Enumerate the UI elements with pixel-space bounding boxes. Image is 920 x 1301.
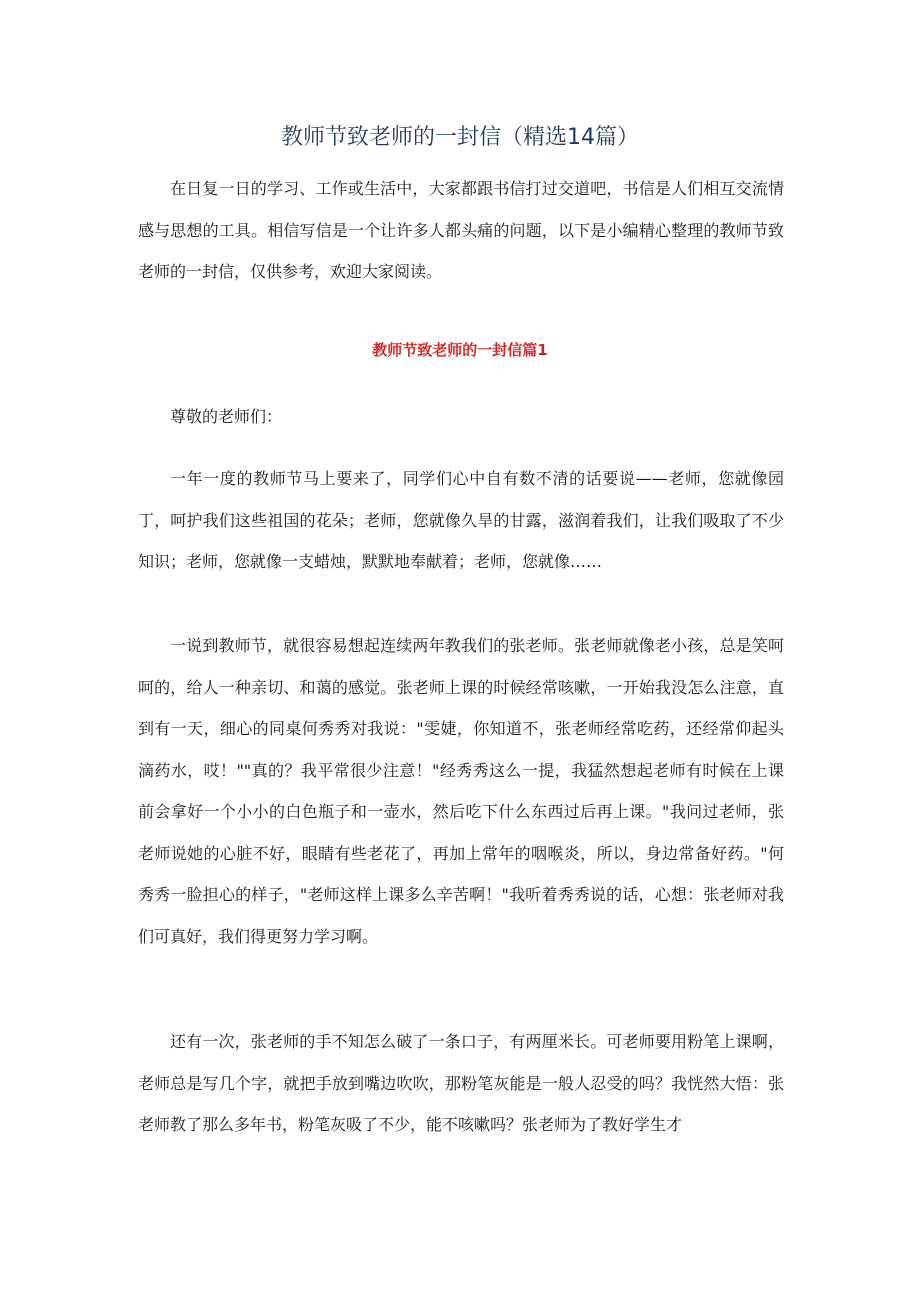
greeting-paragraph: 尊敬的老师们： <box>170 407 283 426</box>
document-title: 教师节致老师的一封信（精选14篇） <box>281 125 639 150</box>
body-paragraph-1: 一年一度的教师节马上要来了，同学们心中自有数不清的话要说——老师，您就像园丁，呵护我们这些祖国的花朵；老师，您就像久旱的甘露，滋润着我们，让我们吸取了不少知识；老师，您就像一支蜡烛，默默地奉献着；老师，您就像…… <box>138 469 784 571</box>
section-title: 教师节致老师的一封信篇1 <box>372 341 548 359</box>
body-paragraph-3: 还有一次，张老师的手不知怎么破了一条口子，有两厘米长。可老师要用粉笔上课啊，老师总是写几个字，就把手放到嘴边吹吹，那粉笔灰能是一般人忍受的吗？我恍然大悟：张老师教了那么多年书，粉笔灰吸了不少，能不咳嗽吗？张老师为了教好学生才 <box>138 1032 784 1134</box>
body-paragraph-2: 一说到教师节，就很容易想起连续两年教我们的张老师。张老师就像老小孩，总是笑呵呵的，给人一种亲切、和蔼的感觉。张老师上课的时候经常咳嗽，一开始我没怎么注意，直到有一天，细心的同桌何秀秀对我说："雯婕，你知道不，张老师经常吃药，还经常仰起头滴药水，哎！""真的？我平常很少注意！"经秀秀这么一提，我猛然想起老师有时候在上课前会拿好一个小小的白色瓶子和一壶水，然后吃下什么东西过后再上课。"我问过老师，张老师说她的心脏不好，眼睛有些老花了，再加上常年的咽喉炎，所以，身边常备好药。"何秀秀一脸担心的样子，"老师这样上课多么辛苦啊！"我听着秀秀说的话，心想：张老师对我们可真好，我们得更努力学习啊。 <box>138 636 784 946</box>
intro-paragraph: 在日复一日的学习、工作或生活中，大家都跟书信打过交道吧，书信是人们相互交流情感与思想的工具。相信写信是一个让许多人都头痛的问题，以下是小编精心整理的教师节致老师的一封信，仅供参考，欢迎大家阅读。 <box>138 179 784 281</box>
